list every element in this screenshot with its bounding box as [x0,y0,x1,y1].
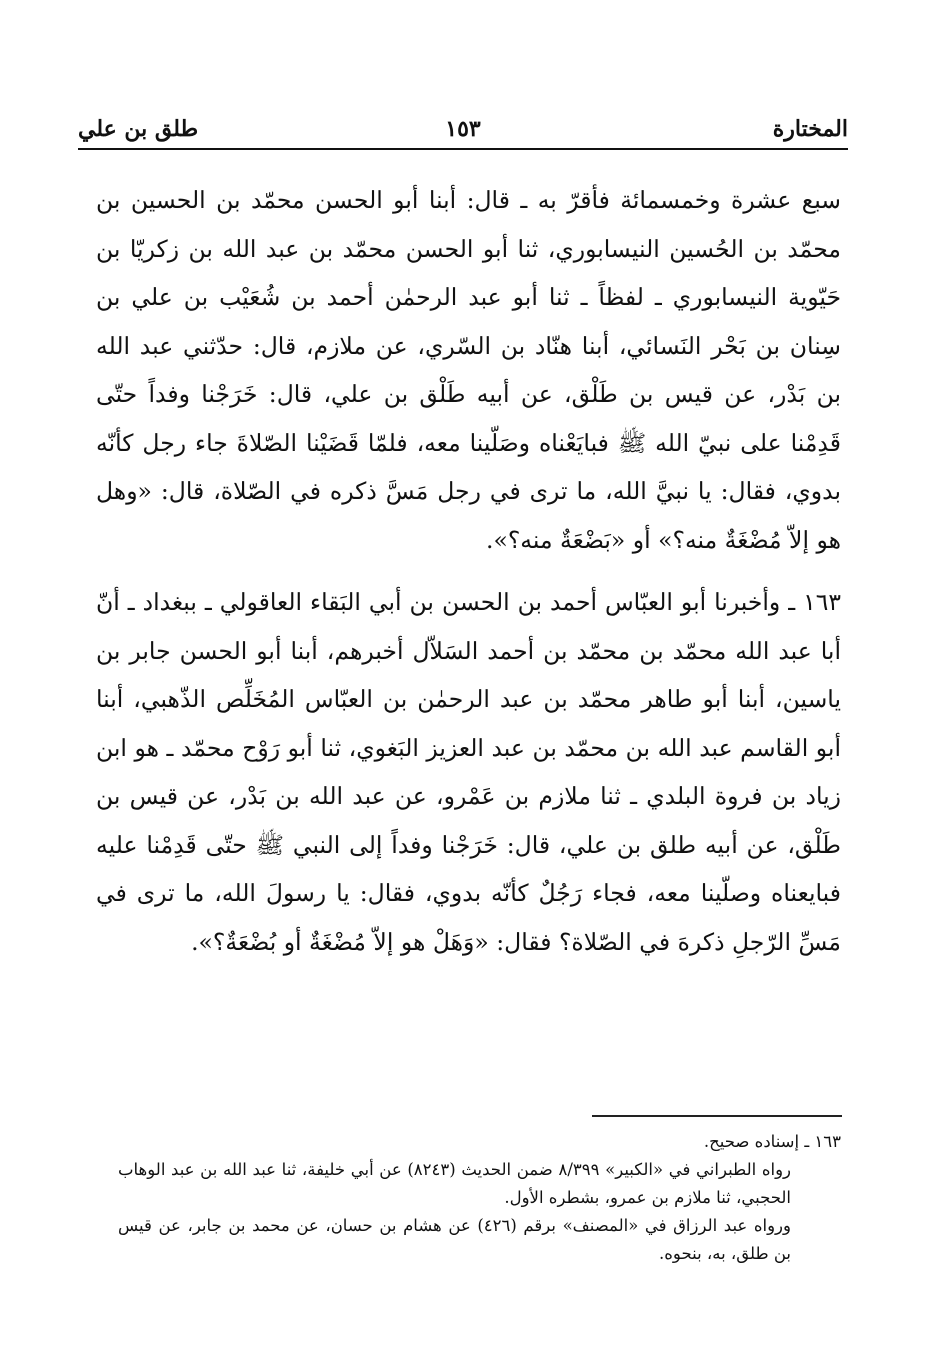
paragraph-2: ١٦٣ ـ وأخبرنا أبو العبّاس أحمد بن الحسن بن أبي البَقاء العاقولي ـ ببغداد ـ أنّ أبا عبد الله محمّد بن محمّد بن أحمد السَلاّل أخبرهم، أبنا أبو الحسن جابر بن ياسين، أبنا أبو طاهر محمّد بن عبد الرحمٰن بن العبّاس المُخَلِّص الذّهبي، أبنا أبو القاسم عبد الله بن محمّد بن عبد العزيز البَغوي، ثنا أبو رَوْح محمّد ـ هو ابن زياد بن فروة البلدي ـ ثنا ملازم بن عَمْرو، عن عبد الله بن بَدْر، عن قيس بن طَلْق، عن أبيه طلق بن علي، قال: خَرَجْنا وفداً إلى النبي ﷺ حتّى قَدِمْنا عليه فبايعناه وصلّينا معه، فجاء رَجُلٌ كأنّه بدوي، فقال: يا رسولَ الله، ما ترى في مَسِّ الرّجلِ ذكرهَ في الصّلاة؟ فقال: «وَهَلْ هو إلاّ مُضْغَةٌ أو بُضْعَةٌ؟». [96,588,841,956]
paragraph-1: سبع عشرة وخمسمائة فأقرّ به ـ قال: أبنا أبو الحسن محمّد بن الحسين بن محمّد بن الحُسين النيسابوري، ثنا أبو الحسن محمّد بن عبد الله بن زكريّا بن حَيّوية النيسابوري ـ لفظاً ـ ثنا أبو عبد الرحمٰن أحمد بن شُعَيْب بن علي بن سِنان بن بَحْر النَسائي، أبنا هنّاد بن السّري، عن ملازم، قال: حدّثني عبد الله بن بَدْر، عن قيس بن طَلْق، عن أبيه طَلْق بن علي، قال: خَرَجْنا وفداً حتّى قَدِمْنا على نبيّ الله ﷺ فبايَعْناه وصَلّينا معه، فلمّا قَضَيْنا الصّلاةَ جاء رجل كأنّه بدوي، فقال: يا نبيَّ الله، ما ترى في رجل مَسَّ ذكره في الصّلاة، قال: «وهل هو إلاّ مُضْغَةٌ منه؟» أو «بَضْعَةٌ منه؟». [96,186,841,554]
chapter-title: طلق بن علي [78,116,199,142]
footnote-line-1: رواه الطبراني في «الكبير» ٨/٣٩٩ ضمن الحديث (٨٢٤٣) عن أبي خليفة، ثنا عبد الله بن عبد الوهاب الحجبي، ثنا ملازم بن عمرو، بشطره الأول. [118,1160,792,1207]
header-divider [78,148,848,150]
page-number: ١٥٣ [445,116,481,142]
footnotes [118,1128,843,1268]
book-title: المختارة [772,116,848,142]
main-text [96,176,841,966]
footnote-heading: ١٦٣ ـ إسناده صحيح. [703,1132,841,1151]
footnote-divider [592,1115,842,1117]
footnote-line-2: ورواه عبد الرزاق في «المصنف» برقم (٤٢٦) عن هشام بن حسان، عن محمد بن جابر، عن قيس بن طلق، به، بنحوه. [118,1216,791,1263]
page-header [78,112,848,148]
